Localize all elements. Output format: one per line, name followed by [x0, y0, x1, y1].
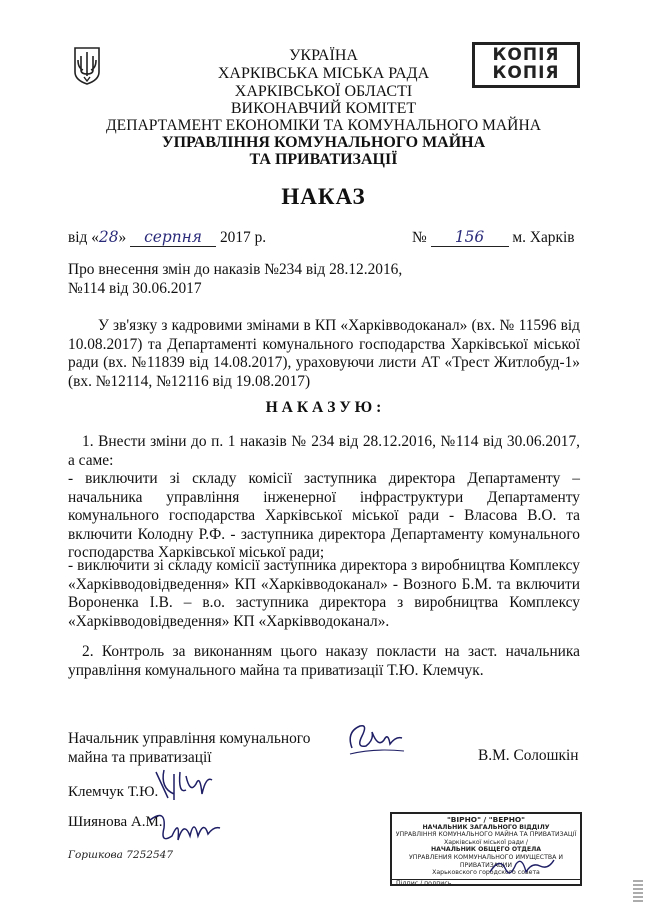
number-line [412, 228, 575, 247]
approval-2-signature [146, 806, 224, 850]
date-line [68, 228, 266, 247]
verified-stamp-signature [486, 852, 558, 882]
copy-stamp-line2: КОПІЯ [492, 63, 560, 83]
scan-artifact [633, 880, 643, 902]
signature-position [68, 730, 310, 767]
date-year: 2017 р. [219, 229, 267, 246]
header-office: УПРАВЛІННЯ КОМУНАЛЬНОГО МАЙНА [161, 134, 486, 151]
approval-1: Клемчук Т.Ю. [68, 784, 159, 800]
item-2: 2. Контроль за виконанням цього наказу покласти на заст. начальника управління комунального майна та приватизації Т.Ю. Клемчук. [68, 643, 580, 679]
date-day: 28 [98, 228, 119, 246]
verified-stamp-line4: НАЧАЛЬНИК ОБЩЕГО ОТДЕЛА [430, 846, 542, 854]
verified-stamp-line3: Харківської міської ради / [443, 838, 529, 846]
signature-position-line2: майна та приватизації [68, 748, 212, 766]
header-executive-committee: ВИКОНАВЧИЙ КОМІТЕТ [230, 100, 417, 117]
header-department: ДЕПАРТАМЕНТ ЕКОНОМІКИ ТА КОМУНАЛЬНОГО МАЙНА [106, 117, 541, 134]
header-country: УКРАЇНА [289, 47, 358, 64]
order-word: Н А К А З У Ю : [265, 399, 382, 416]
verified-stamp-title: "ВІРНО" / "ВЕРНО" [446, 815, 526, 824]
signature-position-line1: Начальник управління комунального [68, 730, 311, 747]
header-city-council: ХАРКІВСЬКА МІСЬКА РАДА [217, 65, 430, 82]
verified-stamp-line2: УПРАВЛІННЯ КОМУНАЛЬНОГО МАЙНА ТА ПРИВАТИЗАЦІЇ [395, 831, 577, 839]
subject-line2: №114 від 30.06.2017 [68, 279, 202, 297]
verified-stamp-line6: Харьковского городского совета [432, 869, 540, 877]
date-mid: » [118, 229, 127, 246]
copy-stamp-line1: КОПІЯ [492, 45, 560, 65]
number-prefix: № [412, 229, 427, 246]
verified-stamp-line1: НАЧАЛЬНИК ЗАГАЛЬНОГО ВІДДІЛУ [422, 823, 550, 831]
header-region: ХАРКІВСЬКОЇ ОБЛАСТІ [234, 83, 413, 100]
order-number: 156 [431, 228, 509, 247]
verified-stamp-line5: УПРАВЛЕНИЯ КОММУНАЛЬНОГО ИМУЩЕСТВА И ПРИВАТИЗАЦИИ [409, 853, 563, 869]
header-office-2: ТА ПРИВАТИЗАЦІЇ [249, 151, 398, 168]
approval-2: Шиянова А.М. [68, 814, 163, 830]
item-1-dash-1: - виключити зі складу комісії заступника директора Департаменту – начальника управління інженерної інфраструктури Департаменту комунального господарства Харківської міської ради - Власова В.О. та включити Колодну Р.Ф. - заступника директора Департаменту комунального господарства Харківської міської ради; [68, 470, 580, 562]
head-signature [344, 718, 408, 760]
verified-stamp-sign-label: Підпис / подпись [392, 879, 580, 888]
item-1-dash-2: - виключити зі складу комісії заступника директора з виробництва Комплексу «Харківводовідведення» КП «Харківводоканал» - Возного Б.М. та включити Вороненка І.В. – в.о. заступника директора з виробництва Комплексу «Харківводовідведення» КП «Харківводоканал». [68, 557, 580, 630]
item-1: 1. Внести зміни до п. 1 наказів № 234 від 28.12.2016, №114 від 30.06.2017, а саме: [68, 433, 580, 469]
subject-line1: Про внесення змін до наказів №234 від 28.12.2016, [68, 261, 403, 278]
date-month: серпня [130, 228, 216, 247]
city: м. Харків [512, 229, 575, 246]
document-title: НАКАЗ [281, 184, 366, 209]
preamble: У зв'язку з кадровими змінами в КП «Харківводоканал» (вх. № 11596 від 10.08.2017) та Департаменті комунального господарства Харківської міської ради (вх. №11839 від 14.08.2017), ураховуючи листи АТ «Трест Житлобуд-1» (вх. №12114, №12116 від 19.08.2017) [68, 317, 580, 390]
signature-name: В.М. Солошкін [478, 747, 579, 764]
approval-1-signature [150, 764, 216, 806]
copy-stamp [472, 42, 580, 88]
executor: Горшкова 7252547 [68, 849, 174, 861]
subject [68, 261, 402, 298]
date-prefix: від « [68, 229, 99, 246]
